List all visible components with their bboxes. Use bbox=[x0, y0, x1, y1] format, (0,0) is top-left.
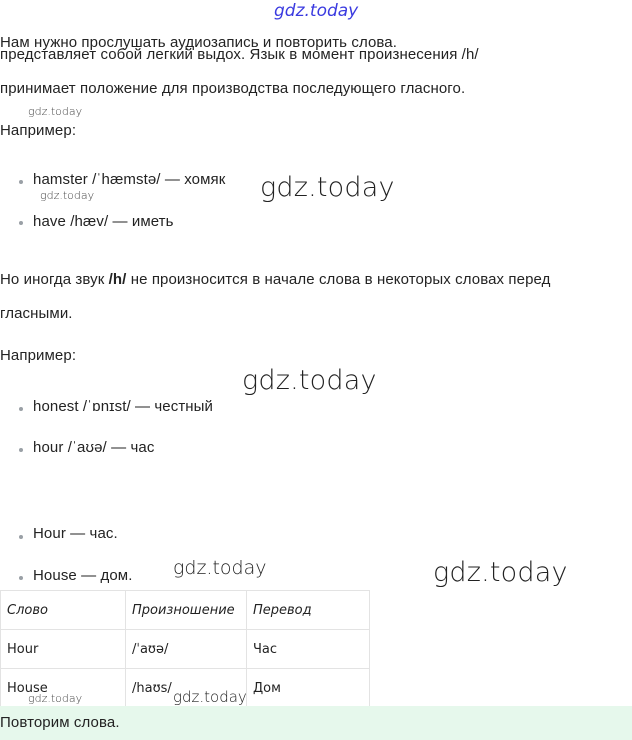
table-cell-pronunciation: /ˈaʊə/ bbox=[126, 630, 247, 669]
watermark-medium-1: gdz.today bbox=[173, 557, 267, 579]
watermark-medium-2: gdz.today bbox=[173, 688, 247, 706]
table-row bbox=[1, 630, 370, 669]
watermark-large-2: gdz.today bbox=[242, 365, 377, 396]
table-header-row bbox=[1, 591, 370, 630]
intro-cut-line: представляет собой легкий выдох. Язык в момент произнесения /h/ bbox=[0, 46, 479, 63]
bullet-marker bbox=[19, 448, 23, 452]
bullet-marker bbox=[19, 535, 23, 539]
list-item-house: House — дом. bbox=[33, 567, 133, 584]
table-header-translation: Перевод bbox=[247, 591, 370, 630]
rule-text-c: не произносится в начале слова в некоторых словах перед bbox=[126, 271, 551, 288]
intro-line-2: принимает положение для производства последующего гласного. bbox=[0, 80, 466, 97]
bullet-marker bbox=[19, 407, 23, 411]
rule-text-a: Но иногда звук bbox=[0, 271, 109, 288]
watermark-small-2: gdz.today bbox=[40, 189, 95, 202]
table-cell-word: House bbox=[1, 669, 126, 708]
example-label-1: Например: bbox=[0, 122, 77, 139]
footer-bar bbox=[0, 706, 632, 740]
table-header-word: Слово bbox=[1, 591, 126, 630]
rule-line-2: гласными. bbox=[0, 305, 73, 322]
footer-text: Повторим слова. bbox=[0, 714, 120, 731]
intro-line-1: Нам нужно прослушать аудиозапись и повторить слова. bbox=[0, 34, 398, 51]
table-cell-word: Hour bbox=[1, 630, 126, 669]
rule-sound-h: /h/ bbox=[108, 271, 127, 288]
bullet-marker bbox=[19, 180, 23, 184]
list-item-have: have /hæv/ — иметь bbox=[33, 213, 174, 230]
table-header-pronunciation: Произношение bbox=[126, 591, 247, 630]
watermark-small-1: gdz.today bbox=[28, 105, 83, 118]
rule-line-1 bbox=[0, 271, 551, 288]
table-cell-translation: Дом bbox=[247, 669, 370, 708]
example-label-2: Например: bbox=[0, 347, 77, 364]
watermark-large-3: gdz.today bbox=[433, 557, 568, 588]
list-item-hour: hour /ˈaʊə/ — час bbox=[33, 439, 155, 456]
list-item-hamster: hamster /ˈhæmstə/ — хомяк bbox=[33, 171, 226, 188]
watermark-large-1: gdz.today bbox=[260, 172, 395, 203]
intro-cut-line-wrap bbox=[0, 46, 560, 64]
list-item-honest: honest /ˈɒnɪst/ — честный bbox=[33, 398, 214, 415]
list-item-hour-2: Hour — час. bbox=[33, 525, 118, 542]
bullet-marker bbox=[19, 576, 23, 580]
table-cell-pronunciation: /haʊs/ bbox=[126, 669, 247, 708]
bullet-marker bbox=[19, 221, 23, 225]
watermark-top: gdz.today bbox=[274, 1, 359, 21]
watermark-small-3: gdz.today bbox=[28, 692, 83, 705]
table-cell-translation: Час bbox=[247, 630, 370, 669]
